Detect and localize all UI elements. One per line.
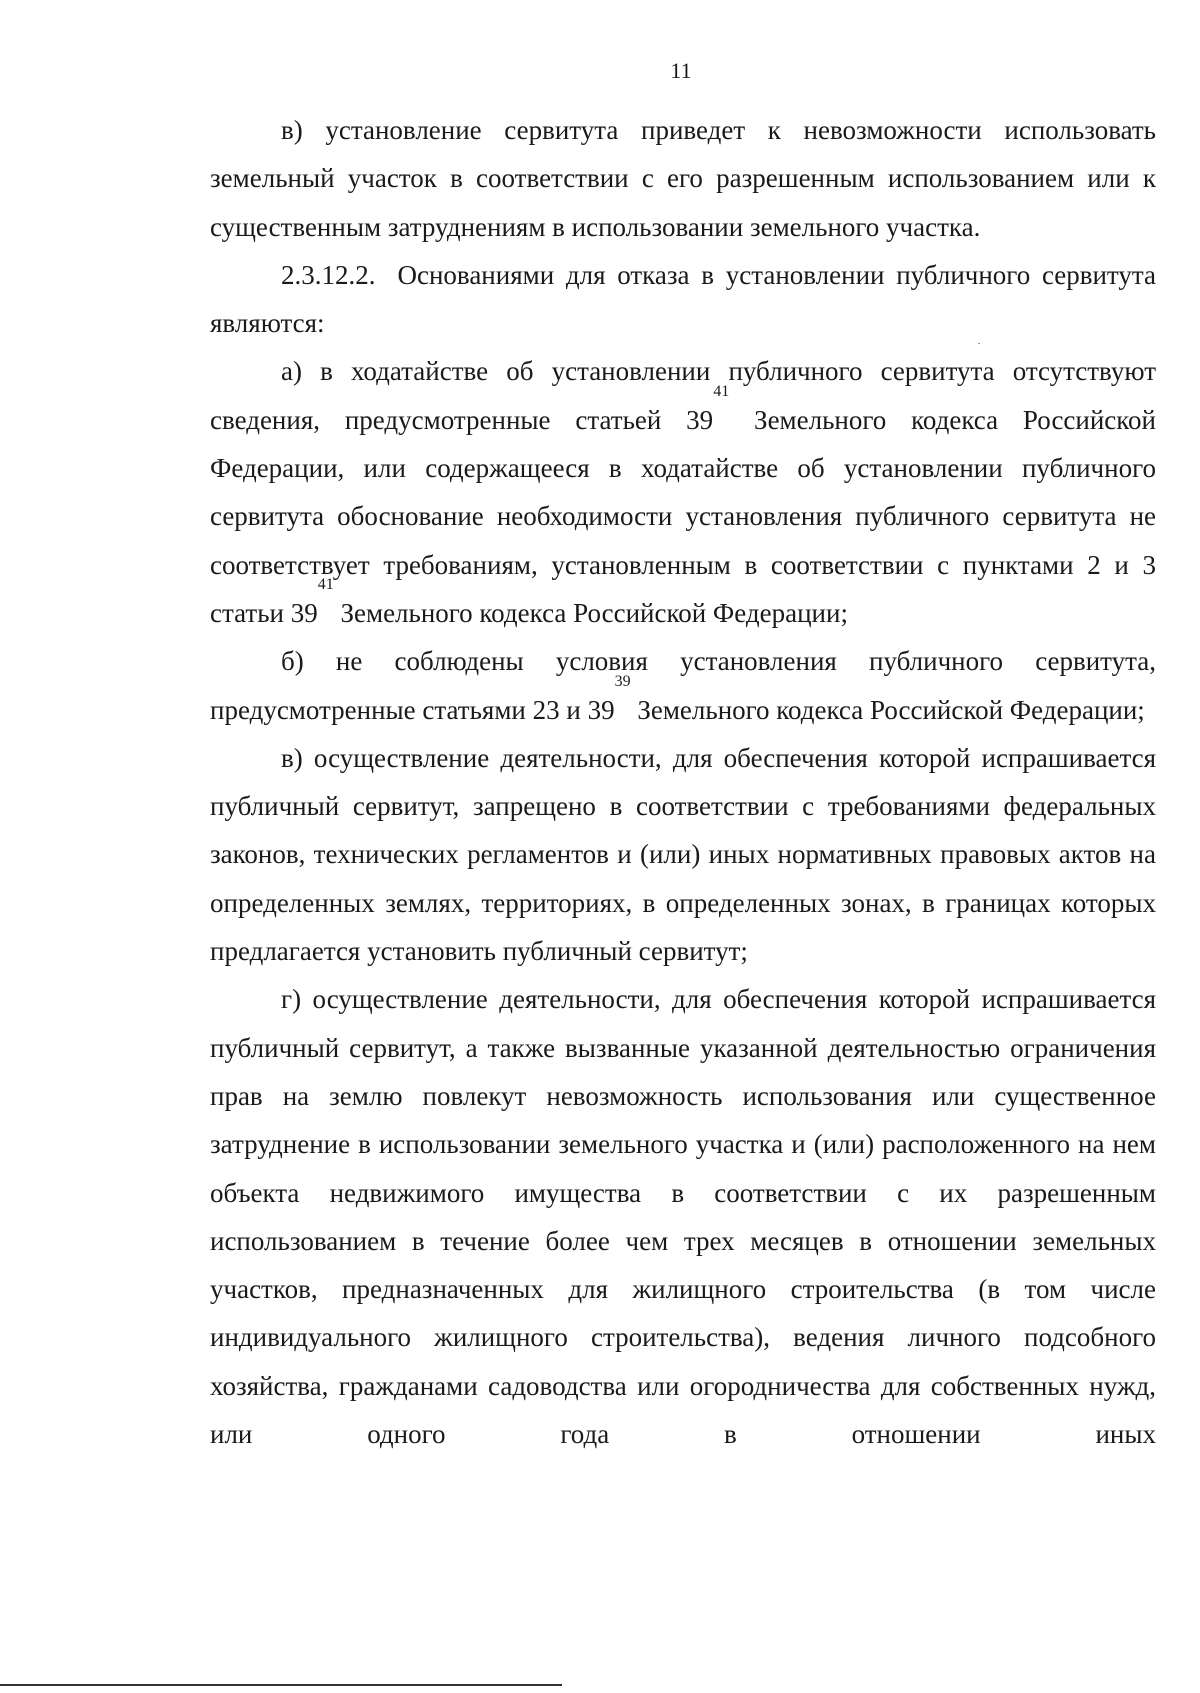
article-superscript: 39 [614, 672, 631, 690]
paragraph-b-part-1: б) не соблюдены условия установления публичного сервитута, предусмотренные статьями 23 и 39 [210, 646, 1156, 725]
paragraph-v-servitude-impossibility: в) установление сервитута приведет к невозможности использовать земельный участок в соответствии с его разрешенным использованием или к существенным затруднениям в использовании земельного участка. [210, 115, 1156, 242]
paragraph-a-part-1: а) в ходатайстве об установлении публичного сервитута отсутствуют сведения, предусмотренные статьей 39 [210, 356, 1156, 435]
page-number: 11 [670, 58, 692, 83]
paragraph-b-conditions [210, 637, 1156, 734]
article-superscript: 41 [317, 575, 334, 593]
paragraph-refusal-grounds [210, 251, 1156, 348]
document-body [210, 106, 1156, 1458]
clause-heading-text: Основаниями для отказа в установлении публичного сервитута являются: [210, 259, 1156, 339]
article-superscript: 41 [713, 382, 730, 400]
footer-rule [0, 1684, 562, 1686]
paragraph-a-part-2: Земельного кодекса Российской Федерации, или содержащееся в ходатайстве об установлении публичного сервитута обоснование необходимости установления публичного сервитута не соответствует требованиям, установленным в соответствии с пунктами 2 и 3 статьи 39 [210, 404, 1156, 628]
paragraph-v-activity-prohibited: в) осуществление деятельности, для обеспечения которой испрашивается публичный сервитут, запрещено в соответствии с требованиями федеральных законов, технических регламентов и (или) иных нормативных правовых актов на определенных землях, территориях, в определенных зонах, в границах которых предлагается установить публичный сервитут; [210, 742, 1156, 967]
paragraph-a-petition-info [210, 347, 1156, 637]
paragraph-a-part-3: Земельного кодекса Российской Федерации; [333, 597, 848, 628]
clause-number: 2.3.12.2. [281, 259, 376, 290]
paragraph-b-part-2: Земельного кодекса Российской Федерации; [630, 694, 1145, 725]
paragraph-g-activity-restrictions: г) осуществление деятельности, для обеспечения которой испрашивается публичный сервитут, а также вызванные указанной деятельностью ограничения прав на землю повлекут невозможность использования или существенное затруднение в использовании земельного участка и (или) расположенного на нем объекта недвижимого имущества в соответствии с их разрешенным использованием в течение более чем трех месяцев в отношении земельных участков, предназначенных для жилищного строительства (в том числе индивидуального жилищного строительства), ведения личного подсобного хозяйства, гражданами садоводства или огородничества для собственных нужд, или одного года в отношении иных [210, 984, 1156, 1450]
